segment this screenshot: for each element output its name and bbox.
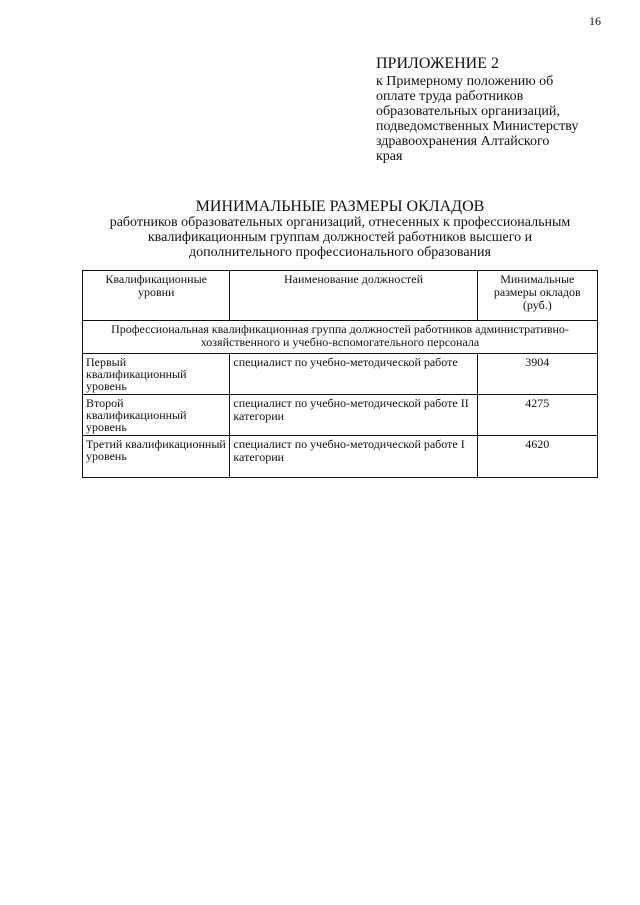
header-positions: Наименование должностей <box>230 271 477 321</box>
salary-table <box>82 270 598 478</box>
salary-value: 4620 <box>477 436 597 478</box>
header-salary <box>477 271 597 321</box>
position-name: специалист по учебно-методической работе <box>230 354 477 395</box>
salary-value: 3904 <box>477 354 597 395</box>
header-levels: Квалификационные уровни <box>83 271 230 321</box>
document-subtitle: работников образовательных организаций, отнесенных к профессиональным квалификационным группам должностей работников высшего и дополнительного профессионального образования <box>109 215 571 260</box>
appendix-block <box>376 55 616 164</box>
header-salary-label: Минимальные размеры окладов (руб.) <box>493 272 581 312</box>
appendix-text: к Примерному положению об оплате труда работников образовательных организаций, подведомственных Министерству здравоохранения Алтайского края <box>376 74 579 164</box>
page-number: 16 <box>589 14 601 28</box>
qualification-level: Второй квалификационный уровень <box>83 395 230 436</box>
position-name: специалист по учебно-методической работе II категории <box>230 395 477 436</box>
table-row <box>83 436 598 478</box>
qualification-level: Первый квалификационный уровень <box>83 354 230 395</box>
table-row <box>83 354 598 395</box>
group-title: Профессиональная квалификационная группа должностей работников административно-хозяйственного и учебно-вспомогательного персонала <box>83 321 598 354</box>
position-name: специалист по учебно-методической работе I категории <box>230 436 477 478</box>
document-heading <box>70 198 610 260</box>
table-row <box>83 395 598 436</box>
document-title: МИНИМАЛЬНЫЕ РАЗМЕРЫ ОКЛАДОВ <box>195 198 485 215</box>
group-row <box>83 321 598 354</box>
qualification-level: Третий квалификационный уровень <box>83 436 230 478</box>
table-header-row <box>83 271 598 321</box>
appendix-title: ПРИЛОЖЕНИЕ 2 <box>376 55 500 72</box>
salary-value: 4275 <box>477 395 597 436</box>
